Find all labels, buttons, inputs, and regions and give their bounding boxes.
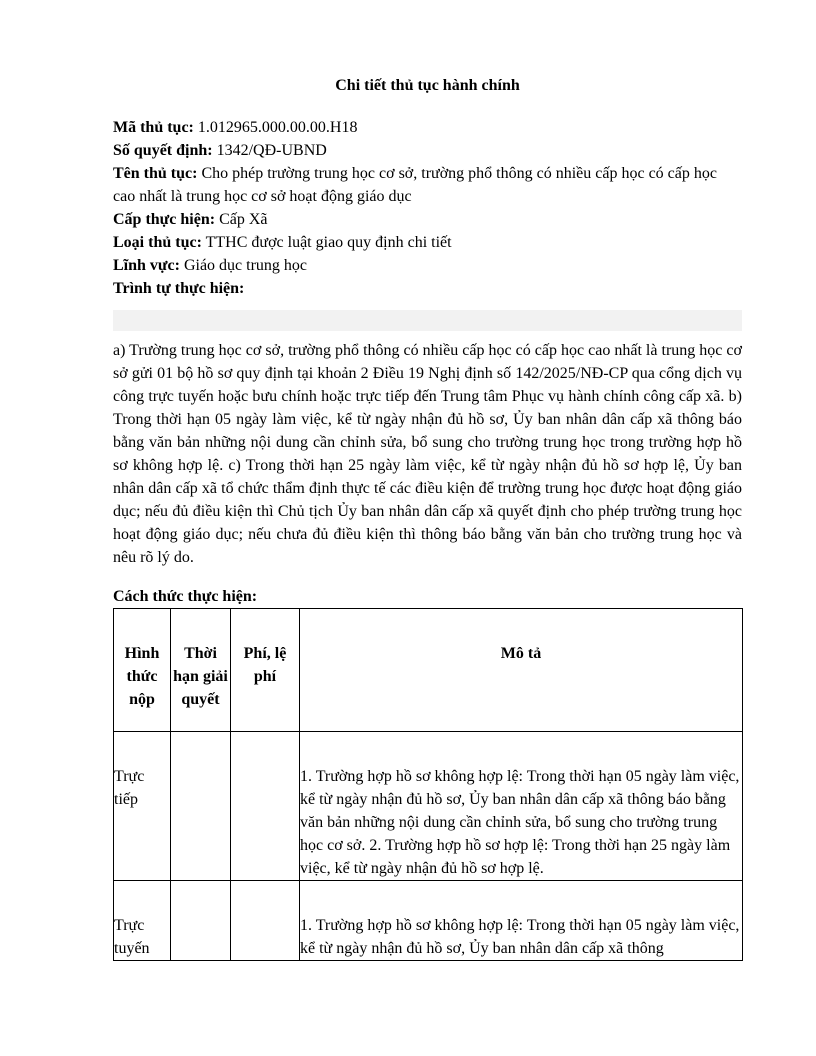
field-label: Số quyết định:: [113, 142, 213, 159]
document-page: [113, 74, 742, 961]
cell-processing-time: [171, 881, 231, 961]
sequence-label: [113, 277, 742, 300]
field-execution-level: [113, 208, 742, 231]
cell-submission-form: Trực tiếp: [114, 732, 171, 881]
field-domain: [113, 254, 742, 277]
field-label: Mã thủ tục:: [113, 119, 194, 136]
section-divider-band: [113, 310, 742, 331]
cell-submission-form: Trực tuyến: [114, 881, 171, 961]
table-row: [114, 732, 743, 881]
cell-description: 1. Trường hợp hồ sơ không hợp lệ: Trong thời hạn 05 ngày làm việc, kể từ ngày nhận đủ hồ sơ, Ủy ban nhân dân cấp xã thông báo bằng văn bản những nội dung cần chỉnh sửa, bổ sung cho trường trung học cơ sở. 2. Trường hợp hồ sơ hợp lệ: Trong thời hạn 25 ngày làm việc, kể từ ngày nhận đủ hồ sơ hợp lệ.: [300, 732, 743, 881]
header-description: Mô tả: [300, 609, 743, 732]
field-value: Cấp Xã: [215, 211, 268, 228]
document-title: Chi tiết thủ tục hành chính: [335, 77, 520, 94]
field-label: Tên thủ tục:: [113, 165, 198, 182]
field-decision-number: [113, 139, 742, 162]
methods-table: [113, 608, 743, 961]
header-processing-time: Thời hạn giải quyết: [171, 609, 231, 732]
header-submission-form: Hình thức nộp: [114, 609, 171, 732]
field-value: TTHC được luật giao quy định chi tiết: [201, 234, 452, 251]
field-value: 1.012965.000.00.00.H18: [193, 119, 358, 136]
field-procedure-type: [113, 231, 742, 254]
table-row: [114, 881, 743, 961]
cell-fee: [231, 881, 300, 961]
field-procedure-code: [113, 116, 742, 139]
cell-processing-time: [171, 732, 231, 881]
field-label: Cấp thực hiện:: [113, 211, 216, 228]
methods-label: Cách thức thực hiện:: [113, 588, 258, 605]
field-procedure-name: [113, 162, 742, 208]
field-label: Loại thủ tục:: [113, 234, 202, 251]
header-fee: Phí, lệ phí: [231, 609, 300, 732]
cell-description: 1. Trường hợp hồ sơ không hợp lệ: Trong thời hạn 05 ngày làm việc, kể từ ngày nhận đủ hồ sơ, Ủy ban nhân dân cấp xã thông: [300, 881, 743, 961]
table-header-row: [114, 609, 743, 732]
cell-fee: [231, 732, 300, 881]
sequence-label-text: Trình tự thực hiện:: [113, 280, 245, 297]
field-value: 1342/QĐ-UBND: [212, 142, 327, 159]
field-label: Lĩnh vực:: [113, 257, 180, 274]
field-value: Giáo dục trung học: [179, 257, 308, 274]
sequence-paragraph: a) Trường trung học cơ sở, trường phổ thông có nhiều cấp học có cấp học cao nhất là trung học cơ sở gửi 01 bộ hồ sơ quy định tại khoản 2 Điều 19 Nghị định số 142/2025/NĐ-CP qua cổng dịch vụ công trực tuyến hoặc bưu chính hoặc trực tiếp đến Trung tâm Phục vụ hành chính công cấp xã. b) Trong thời hạn 05 ngày làm việc, kể từ ngày nhận đủ hồ sơ, Ủy ban nhân dân cấp xã thông báo bằng văn bản những nội dung cần chỉnh sửa, bổ sung cho trường trung học trong trường hợp hồ sơ không hợp lệ. c) Trong thời hạn 25 ngày làm việc, kể từ ngày nhận đủ hồ sơ hợp lệ, Ủy ban nhân dân cấp xã tổ chức thẩm định thực tế các điều kiện để trường trung học được hoạt động giáo dục; nếu đủ điều kiện thì Chủ tịch Ủy ban nhân dân cấp xã quyết định cho phép trường trung học hoạt động giáo dục; nếu chưa đủ điều kiện thì thông báo bằng văn bản cho trường trung học và nêu rõ lý do.: [113, 342, 742, 566]
field-value: Cho phép trường trung học cơ sở, trường phổ thông có nhiều cấp học có cấp học cao nhất là trung học cơ sở hoạt động giáo dục: [113, 165, 717, 205]
